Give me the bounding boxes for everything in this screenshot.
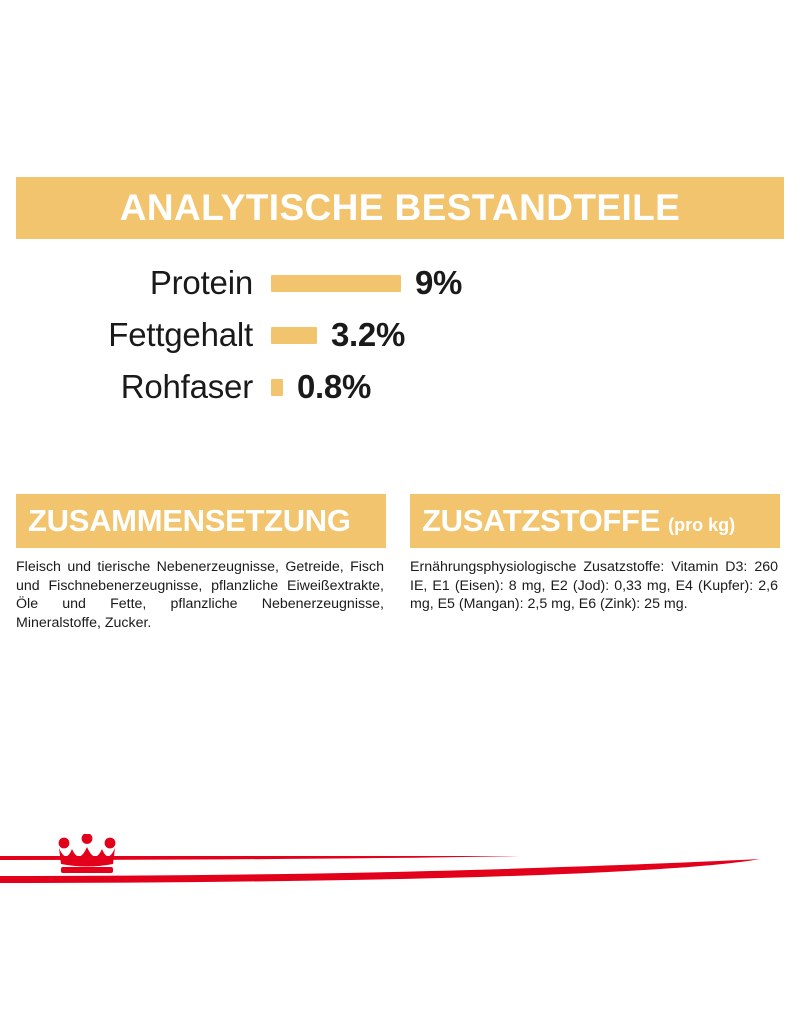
composition-title: ZUSAMMENSETZUNG <box>28 503 351 538</box>
additives-body: Ernährungsphysiologische Zusatzstoffe: Vitamin D3: 260 IE, E1 (Eisen): 8 mg, E2 (Jod): 0,33 mg, E4 (Kupfer): 2,6 mg, E5 (Mangan): 2,5 mg, E6 (Zink): 25 mg. <box>410 559 778 612</box>
nutrient-row <box>16 310 784 360</box>
nutrient-bar-fibre <box>271 379 283 396</box>
additives-title: ZUSATZSTOFFE <box>422 503 661 538</box>
brand-footer <box>0 818 800 908</box>
nutrient-value-fibre: 0.8% <box>297 368 372 405</box>
additives-section <box>410 494 780 614</box>
royal-canin-crown-icon <box>56 834 118 878</box>
additives-title-suffix: (pro kg) <box>668 515 736 535</box>
nutrient-row <box>16 258 784 308</box>
nutrient-bar-fat <box>271 327 317 344</box>
additives-band <box>410 494 780 548</box>
nutrient-value-fat: 3.2% <box>331 316 406 353</box>
nutrient-label-fibre: Rohfaser <box>120 368 253 405</box>
composition-body: Fleisch und tierische Nebenerzeugnisse, Getreide, Fisch und Fischnebenerzeugnisse, pflanzliche Eiweißextrakte, Öle und Fette, pflanzliche Nebenerzeugnisse, Mineralstoffe, Zucker. <box>16 559 384 631</box>
brand-swoosh <box>0 856 800 886</box>
analytical-constituents-band <box>16 177 784 239</box>
nutrient-bar-protein <box>271 275 401 292</box>
nutrient-bar-chart <box>16 258 784 414</box>
composition-band <box>16 494 386 548</box>
analytical-constituents-title: ANALYTISCHE BESTANDTEILE <box>119 187 681 228</box>
nutrient-value-protein: 9% <box>415 264 463 301</box>
nutrient-label-fat: Fettgehalt <box>108 316 253 353</box>
composition-section <box>16 494 386 632</box>
nutrient-row <box>16 362 784 412</box>
nutrient-label-protein: Protein <box>149 264 253 301</box>
